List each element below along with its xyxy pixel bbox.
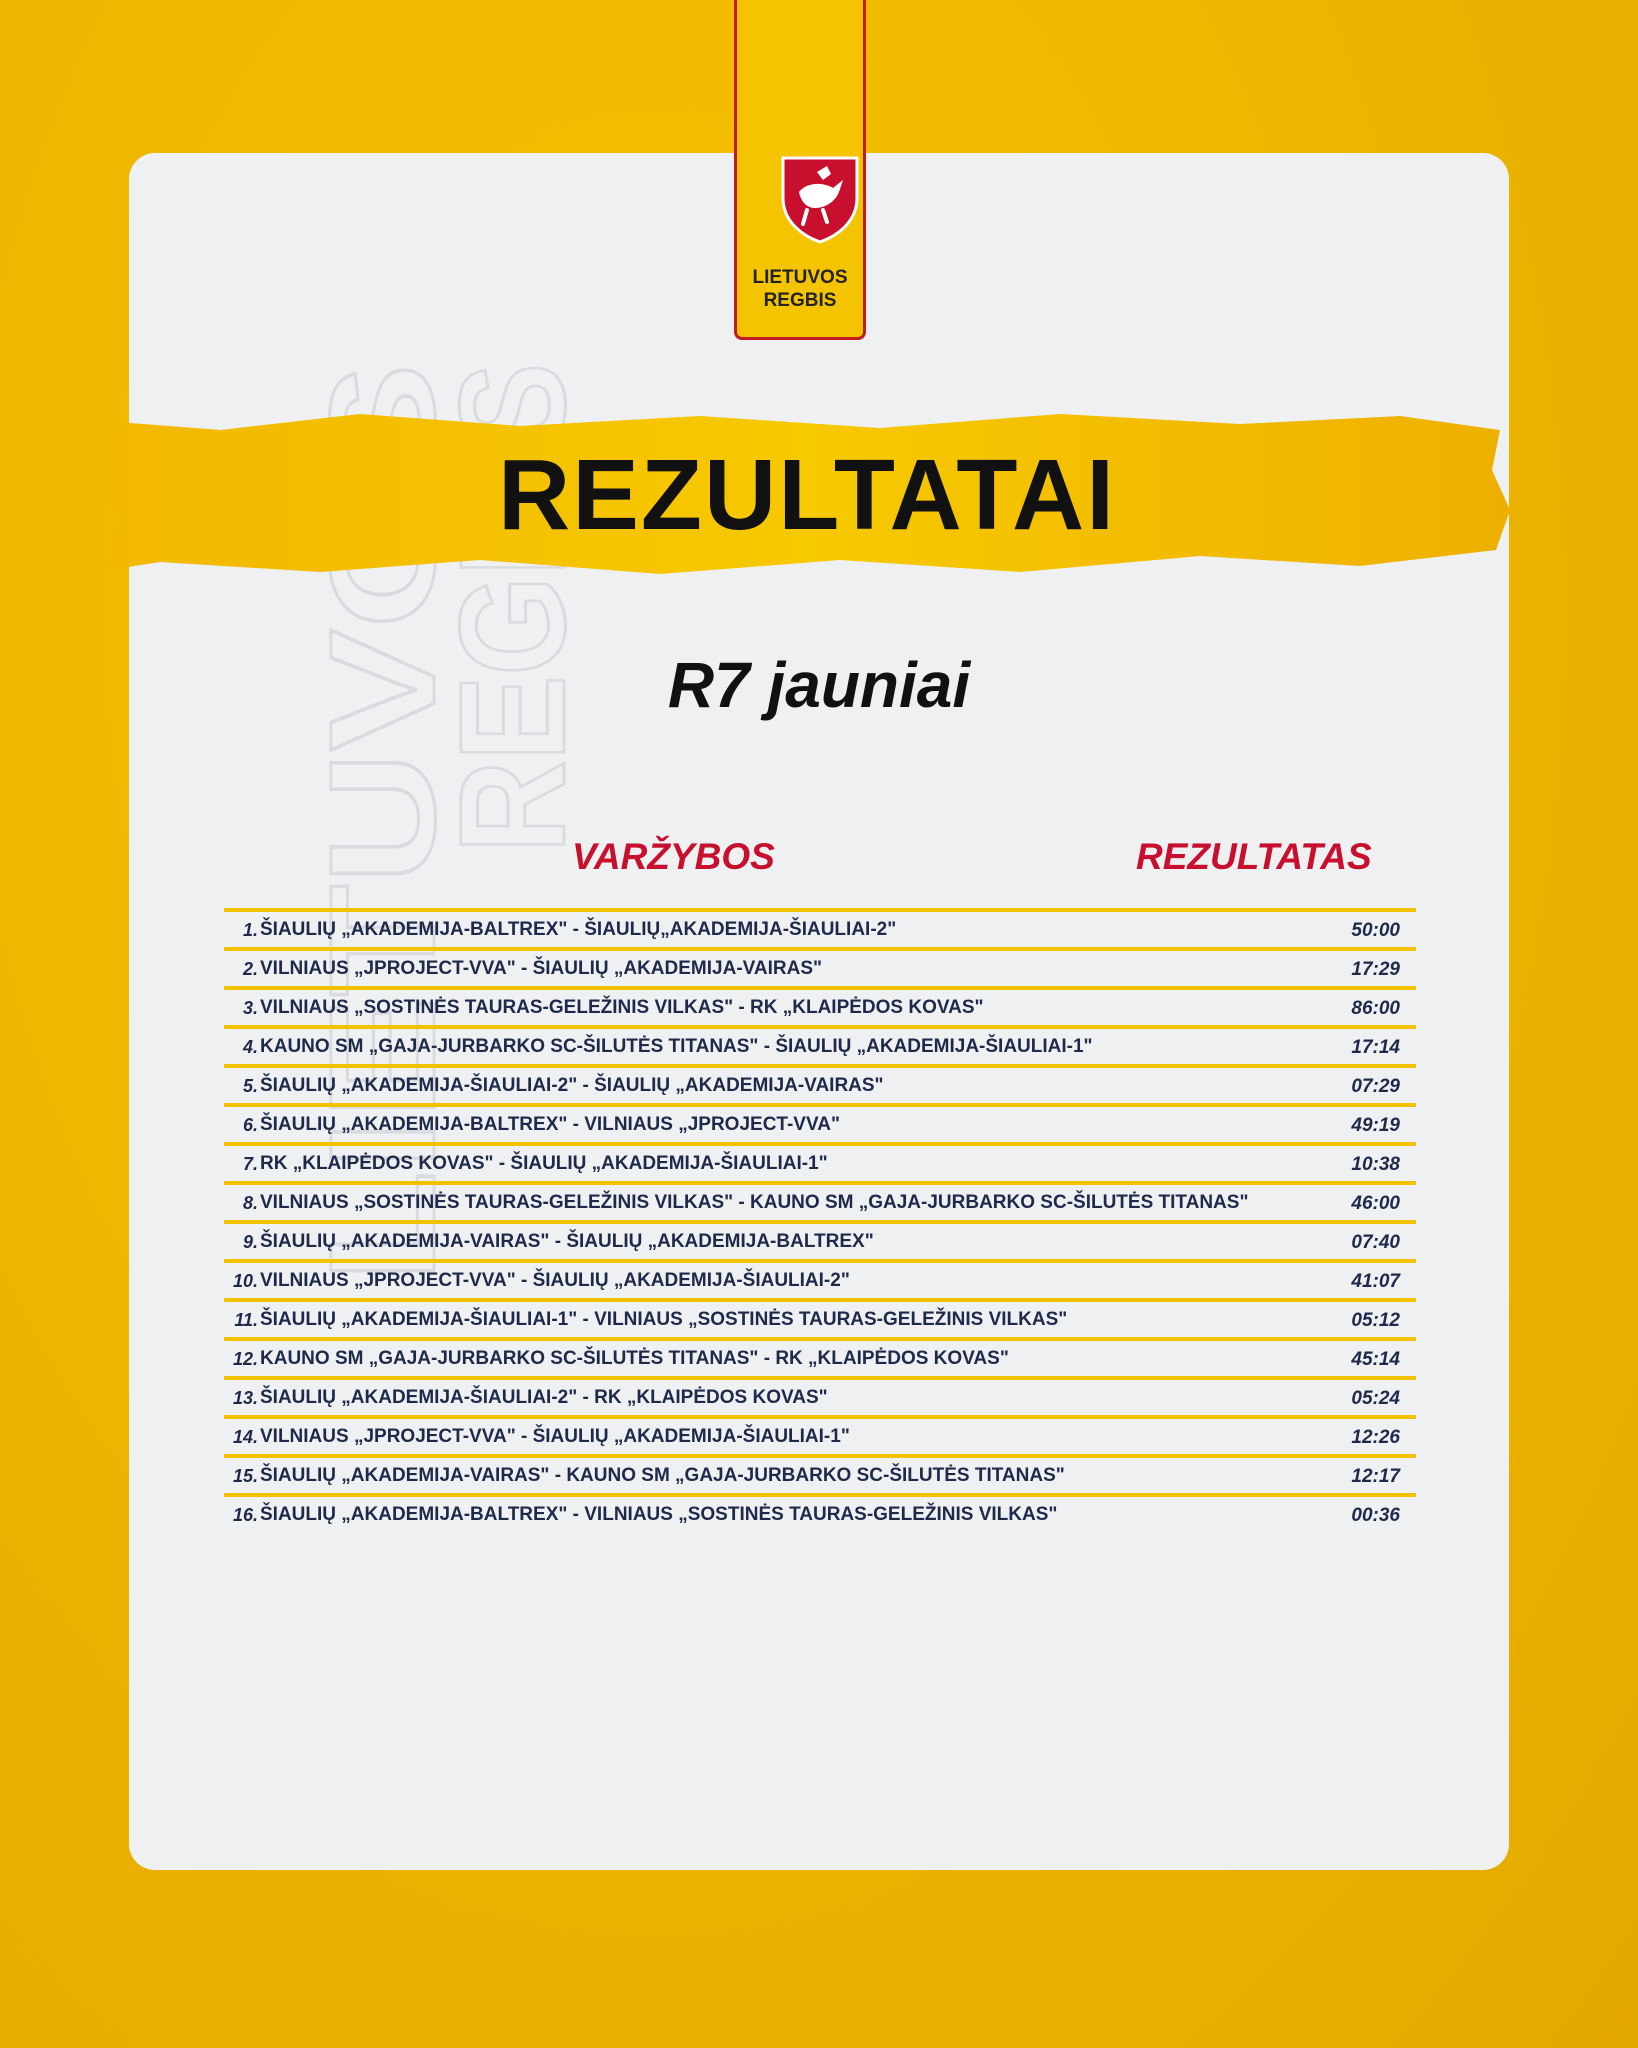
row-match: VILNIAUS „SOSTINĖS TAURAS-GELEŽINIS VILKAS" - KAUNO SM „GAJA-JURBARKO SC-ŠILUTĖS TITANAS" [260,1192,1249,1213]
row-match: VILNIAUS „JPROJECT-VVA" - ŠIAULIŲ „AKADEMIJA-ŠIAULIAI-1" [260,1426,850,1447]
row-score: 46:00 [1351,1193,1400,1214]
row-number: 1. [242,920,258,940]
watermark-line1: LIETUVOS [298,532,466,1283]
page-title: REZULTATAI [498,439,1116,551]
row-match: KAUNO SM „GAJA-JURBARKO SC-ŠILUTĖS TITANAS" - ŠIAULIŲ „AKADEMIJA-ŠIAULIAI-1" [260,1036,1093,1057]
logo-badge [734,0,866,340]
table-row [224,1025,1416,1064]
row-match: ŠIAULIŲ „AKADEMIJA-BALTREX" - VILNIAUS „SOSTINĖS TAURAS-GELEŽINIS VILKAS" [260,1504,1058,1525]
table-row [224,1337,1416,1376]
row-match: ŠIAULIŲ „AKADEMIJA-ŠIAULIAI-1" - VILNIAUS „SOSTINĖS TAURAS-GELEŽINIS VILKAS" [260,1309,1068,1330]
row-score: 07:40 [1351,1232,1400,1253]
row-number: 3. [242,998,258,1018]
row-number: 13. [232,1388,258,1408]
rider-shield-icon [777,152,863,244]
table-row [224,1415,1416,1454]
row-number: 11. [234,1310,258,1330]
row-score: 17:14 [1351,1037,1400,1058]
row-score: 17:29 [1351,959,1400,980]
row-number: 6. [242,1115,258,1135]
row-number: 2. [242,959,258,979]
row-score: 86:00 [1351,998,1400,1019]
row-match: VILNIAUS „JPROJECT-VVA" - ŠIAULIŲ „AKADEMIJA-VAIRAS" [260,958,823,979]
table-row [224,1142,1416,1181]
row-match: ŠIAULIŲ „AKADEMIJA-BALTREX" - VILNIAUS „JPROJECT-VVA" [260,1114,840,1135]
row-match: VILNIAUS „JPROJECT-VVA" - ŠIAULIŲ „AKADEMIJA-ŠIAULIAI-2" [260,1270,850,1291]
row-number: 10. [232,1271,258,1291]
row-score: 12:17 [1351,1466,1400,1487]
row-number: 14. [232,1427,258,1447]
table-row [224,1493,1416,1532]
row-score: 12:26 [1351,1427,1400,1448]
table-row [224,1181,1416,1220]
column-header-result: REZULTATAS [1136,836,1372,877]
watermark-line2: REGBIS [428,277,596,853]
row-score: 49:19 [1351,1115,1400,1136]
row-number: 4. [242,1037,258,1057]
table-row [224,1376,1416,1415]
table-row [224,1064,1416,1103]
logo-text-line1: LIETUVOS [752,267,848,288]
row-match: ŠIAULIŲ „AKADEMIJA-VAIRAS" - KAUNO SM „GAJA-JURBARKO SC-ŠILUTĖS TITANAS" [260,1465,1065,1486]
row-score: 00:36 [1351,1505,1400,1526]
row-match: RK „KLAIPĖDOS KOVAS" - ŠIAULIŲ „AKADEMIJA-ŠIAULIAI-1" [260,1153,828,1174]
table-row [224,986,1416,1025]
row-number: 9. [242,1232,258,1252]
logo-text-line2: REGBIS [763,290,837,311]
row-score: 05:24 [1351,1388,1400,1409]
row-match: ŠIAULIŲ „AKADEMIJA-ŠIAULIAI-2" - RK „KLAIPĖDOS KOVAS" [260,1387,828,1408]
table-row [224,1454,1416,1493]
row-score: 41:07 [1351,1271,1400,1292]
table-row [224,947,1416,986]
column-header-matches: VARŽYBOS [572,836,775,877]
row-match: ŠIAULIŲ „AKADEMIJA-ŠIAULIAI-2" - ŠIAULIŲ „AKADEMIJA-VAIRAS" [260,1075,884,1096]
row-number: 15. [232,1466,258,1486]
table-row [224,1103,1416,1142]
results-table [224,908,1416,1532]
row-match: KAUNO SM „GAJA-JURBARKO SC-ŠILUTĖS TITANAS" - RK „KLAIPĖDOS KOVAS" [260,1348,1009,1369]
row-match: ŠIAULIŲ „AKADEMIJA-BALTREX" - ŠIAULIŲ„AKADEMIJA-ŠIAULIAI-2" [260,919,897,940]
row-number: 8. [242,1193,258,1213]
category-subtitle: R7 jauniai [667,649,971,721]
row-score: 05:12 [1351,1310,1400,1331]
table-row [224,908,1416,947]
table-row [224,1298,1416,1337]
row-number: 16. [232,1505,258,1525]
row-number: 7. [242,1154,258,1174]
table-row [224,1259,1416,1298]
row-number: 12. [232,1349,258,1369]
row-number: 5. [242,1076,258,1096]
row-match: ŠIAULIŲ „AKADEMIJA-VAIRAS" - ŠIAULIŲ „AKADEMIJA-BALTREX" [260,1231,874,1252]
row-score: 07:29 [1351,1076,1400,1097]
row-score: 45:14 [1351,1349,1400,1370]
row-match: VILNIAUS „SOSTINĖS TAURAS-GELEŽINIS VILKAS" - RK „KLAIPĖDOS KOVAS" [260,997,984,1018]
row-score: 10:38 [1351,1154,1400,1175]
table-row [224,1220,1416,1259]
row-score: 50:00 [1351,920,1400,941]
